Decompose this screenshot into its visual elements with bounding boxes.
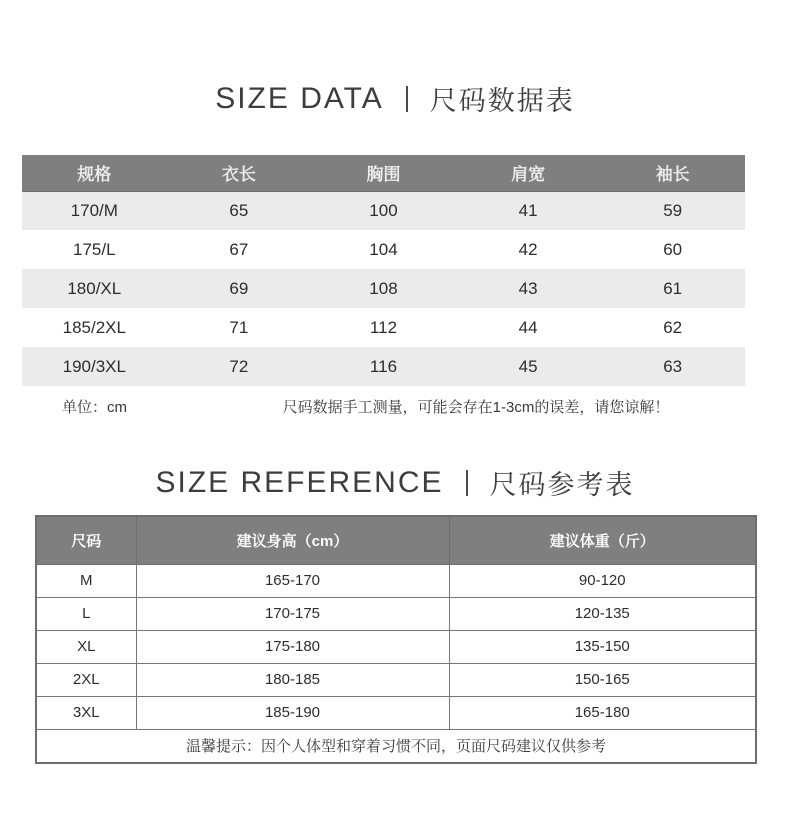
column-header-length: 衣长	[167, 155, 312, 191]
cell-length: 72	[167, 347, 312, 386]
table-row	[36, 663, 756, 696]
size-reference-title-zh: 尺码参考表	[489, 470, 635, 500]
cell-spec: 175/L	[73, 239, 116, 259]
column-header-weight: 建议体重（斤）	[449, 516, 756, 564]
cell-shoulder: 44	[518, 317, 538, 337]
table-row	[22, 308, 745, 347]
cell-sleeve: 60	[663, 239, 683, 259]
size-data-title-en: SIZE DATA	[215, 81, 384, 115]
size-reference-table	[35, 515, 757, 764]
cell-length: 67	[229, 239, 249, 259]
size-reference-header-row	[36, 516, 756, 564]
column-header-sleeve: 袖长	[600, 155, 745, 191]
cell-shoulder: 45	[456, 347, 601, 386]
cell-height: 180-185	[136, 663, 449, 696]
cell-shoulder: 41	[456, 191, 601, 230]
table-row	[22, 347, 745, 386]
cell-chest: 100	[311, 191, 456, 230]
measurement-note: 尺码数据手工测量，可能会存在1-3cm的误差，请您谅解！	[282, 398, 670, 416]
table-row	[22, 230, 745, 269]
size-reference-title	[0, 466, 790, 499]
cell-sleeve: 59	[600, 191, 745, 230]
cell-chest: 104	[369, 239, 398, 259]
cell-weight: 120-135	[449, 597, 756, 630]
table-row	[36, 564, 756, 597]
unit-label: 单位：cm	[62, 398, 127, 416]
column-header-shoulder: 肩宽	[456, 155, 601, 191]
size-data-header-row	[22, 155, 745, 191]
column-header-height: 建议身高（cm）	[136, 516, 449, 564]
cell-shoulder: 42	[518, 239, 538, 259]
measurement-note-row	[22, 386, 745, 426]
title-separator	[406, 86, 408, 112]
cell-length: 69	[167, 269, 312, 308]
title-separator	[466, 470, 468, 496]
size-data-title	[0, 82, 790, 115]
cell-spec: 170/M	[22, 191, 167, 230]
size-data-title-zh: 尺码数据表	[429, 86, 575, 116]
friendly-reminder-note: 温馨提示：因个人体型和穿着习惯不同，页面尺码建议仅供参考	[36, 729, 756, 763]
cell-size: 3XL	[36, 696, 136, 729]
cell-size: M	[36, 564, 136, 597]
cell-height: 185-190	[136, 696, 449, 729]
table-row	[36, 630, 756, 663]
cell-size: L	[36, 597, 136, 630]
cell-sleeve: 61	[600, 269, 745, 308]
cell-spec: 180/XL	[22, 269, 167, 308]
cell-shoulder: 43	[456, 269, 601, 308]
table-row	[36, 696, 756, 729]
cell-length: 71	[229, 317, 249, 337]
cell-weight: 165-180	[449, 696, 756, 729]
cell-chest: 112	[369, 317, 398, 337]
cell-height: 175-180	[136, 630, 449, 663]
cell-spec: 185/2XL	[62, 317, 126, 337]
cell-weight: 90-120	[449, 564, 756, 597]
table-row	[22, 269, 745, 308]
cell-sleeve: 63	[600, 347, 745, 386]
size-reference-title-en: SIZE REFERENCE	[155, 465, 444, 499]
footer-note-row	[36, 729, 756, 763]
cell-weight: 150-165	[449, 663, 756, 696]
cell-chest: 116	[311, 347, 456, 386]
cell-spec: 190/3XL	[22, 347, 167, 386]
column-header-spec: 规格	[22, 155, 167, 191]
column-header-chest: 胸围	[311, 155, 456, 191]
cell-length: 65	[167, 191, 312, 230]
cell-height: 170-175	[136, 597, 449, 630]
cell-height: 165-170	[136, 564, 449, 597]
size-data-table	[22, 155, 745, 386]
cell-weight: 135-150	[449, 630, 756, 663]
column-header-size: 尺码	[36, 516, 136, 564]
cell-chest: 108	[311, 269, 456, 308]
cell-sleeve: 62	[663, 317, 683, 337]
table-row	[36, 597, 756, 630]
table-row	[22, 191, 745, 230]
cell-size: XL	[36, 630, 136, 663]
cell-size: 2XL	[36, 663, 136, 696]
size-chart-page	[0, 82, 790, 825]
